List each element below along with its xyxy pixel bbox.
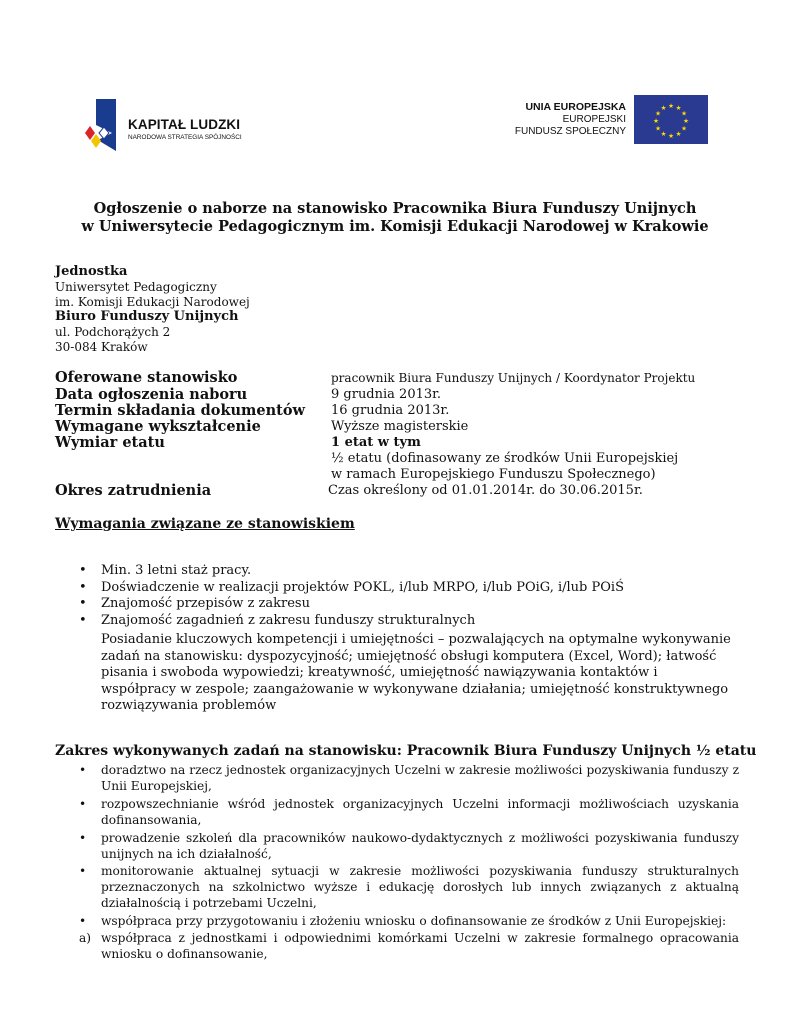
duty-item [79, 913, 739, 929]
unit-line2: im. Komisji Edukacji Narodowej [55, 295, 250, 309]
fte-note2: w ramach Europejskiego Funduszu Społecznego) [331, 467, 656, 482]
eu-logo-line3: FUNDUSZ SPOŁECZNY [514, 126, 626, 137]
deadline-label: Termin składania dokumentów [55, 402, 306, 419]
duty-item [79, 762, 739, 794]
requirement-item: • Znajomość zagadnień z zakresu funduszy strukturalnych [55, 613, 755, 630]
requirement-item: • Znajomość przepisów z zakresu [55, 596, 755, 613]
duty-text: współpraca przy przygotowaniu i złożeniu wniosku o dofinansowanie ze środków z Unii Europejskiej: [101, 914, 727, 928]
requirements-extra: Posiadanie kluczowych kompetencji i umiejętności – pozwalających na optymalne wykonywanie zadań na stanowisku: dyspozycyjność; umiejętność obsługi komputera (Excel, Word); łatwość pisania i swoboda wypowiedzi; kreatywność, umiejętność nawiązywania kontaktów i współpracy w zespole; zaangażowanie w wykonywane działania; umiejętność konstruktywnego rozwiązywania problemów [101, 632, 731, 713]
kapital-ludzki-title: KAPITAŁ LUDZKI [128, 117, 241, 132]
bullet-icon: • [79, 831, 87, 845]
fte-note1: ½ etatu (dofinasowany ze środków Unii Europejskiej [331, 451, 679, 466]
eu-flag-icon [634, 95, 708, 144]
duty-text: doradztwo na rzecz jednostek organizacyjnych Uczelni w zakresie możliwości pozyskiwania funduszy z Unii Europejskiej, [101, 763, 739, 794]
svg-text:★: ★ [683, 117, 689, 125]
position-value: pracownik Biura Funduszy Unijnych / Koordynator Projektu [331, 371, 696, 385]
svg-text:★: ★ [653, 117, 659, 125]
duty-text: prowadzenie szkoleń dla pracowników naukowo-dydaktycznych z możliwości pozyskiwania funduszy unijnych na ich działalność, [101, 831, 739, 862]
requirements-list [55, 563, 755, 629]
fte-label: Wymiar etatu [55, 434, 165, 451]
duty-sub-item [79, 930, 739, 962]
bullet-icon: • [79, 763, 87, 777]
eu-logo-line1: UNIA EUROPEJSKA [525, 101, 626, 113]
svg-text:★: ★ [681, 109, 687, 118]
education-label: Wymagane wykształcenie [55, 418, 261, 435]
page-title-line2: w Uniwersytecie Pedagogicznym im. Komisji Edukacji Narodowej w Krakowie [81, 218, 709, 235]
period-value: Czas określony od 01.01.2014r. do 30.06.2015r. [328, 483, 643, 498]
sub-item-marker: a) [79, 931, 92, 945]
requirement-item: • Min. 3 letni staż pracy. [55, 563, 755, 580]
eu-logo-line2: EUROPEJSKI [562, 114, 626, 125]
svg-text:★: ★ [655, 124, 661, 133]
svg-text:★: ★ [668, 102, 674, 110]
duty-item [79, 830, 739, 862]
bullet-icon: • [79, 797, 87, 811]
duties-heading: Zakres wykonywanych zadań na stanowisku: Pracownik Biura Funduszy Unijnych ½ etatu [55, 743, 757, 759]
requirement-item: • Doświadczenie w realizacji projektów POKL, i/lub MRPO, i/lub POiG, i/lub POiŚ [55, 580, 755, 597]
bullet-icon: • [79, 914, 87, 928]
svg-text:★: ★ [660, 130, 667, 138]
bullet-icon: • [79, 864, 87, 878]
duty-sub-text: współpraca z jednostkami i odpowiednimi komórkami Uczelni w zakresie formalnego opracowania wniosku o dofinansowanie, [101, 931, 739, 962]
unit-street: ul. Podchorążych 2 [55, 325, 171, 339]
deadline-value: 16 grudnia 2013r. [331, 403, 450, 418]
kapital-ludzki-logo [82, 95, 124, 153]
svg-text:★: ★ [655, 109, 661, 118]
education-value: Wyższe magisterskie [331, 419, 469, 434]
page-title-line1: Ogłoszenie o naborze na stanowisko Pracownika Biura Funduszy Unijnych [93, 200, 697, 217]
requirements-heading: Wymagania związane ze stanowiskiem [55, 516, 355, 532]
duty-text: monitorowanie aktualnej sytuacji w zakresie możliwości pozyskiwania funduszy strukturalnych przeznaczonych na szkolnictwo wyższe i edukację dorosłych lub innych związanych z aktualną działalnością i potrzebami Uczelni, [101, 864, 739, 911]
svg-text:★: ★ [660, 104, 667, 112]
period-label: Okres zatrudnienia [55, 482, 212, 499]
svg-text:★: ★ [668, 132, 674, 140]
kapital-ludzki-subtitle: NARODOWA STRATEGIA SPÓJNOŚCI [128, 134, 242, 141]
fte-value: 1 etat w tym [331, 435, 421, 450]
duty-text: rozpowszechnianie wśród jednostek organizacyjnych Uczelni informacji możliwościach uzyskania dofinansowania, [101, 797, 739, 828]
unit-label: Jednostka [55, 264, 128, 279]
position-label: Oferowane stanowisko [55, 369, 238, 386]
svg-text:★: ★ [681, 124, 687, 133]
posted-value: 9 grudnia 2013r. [331, 387, 442, 402]
svg-text:★: ★ [675, 130, 682, 138]
posted-label: Data ogłoszenia naboru [55, 386, 248, 403]
unit-line1: Uniwersytet Pedagogiczny [55, 280, 217, 294]
unit-office: Biuro Funduszy Unijnych [55, 309, 239, 324]
duty-item [79, 863, 739, 912]
duty-item [79, 796, 739, 828]
unit-city: 30-084 Kraków [55, 340, 148, 354]
svg-text:★: ★ [675, 104, 682, 112]
